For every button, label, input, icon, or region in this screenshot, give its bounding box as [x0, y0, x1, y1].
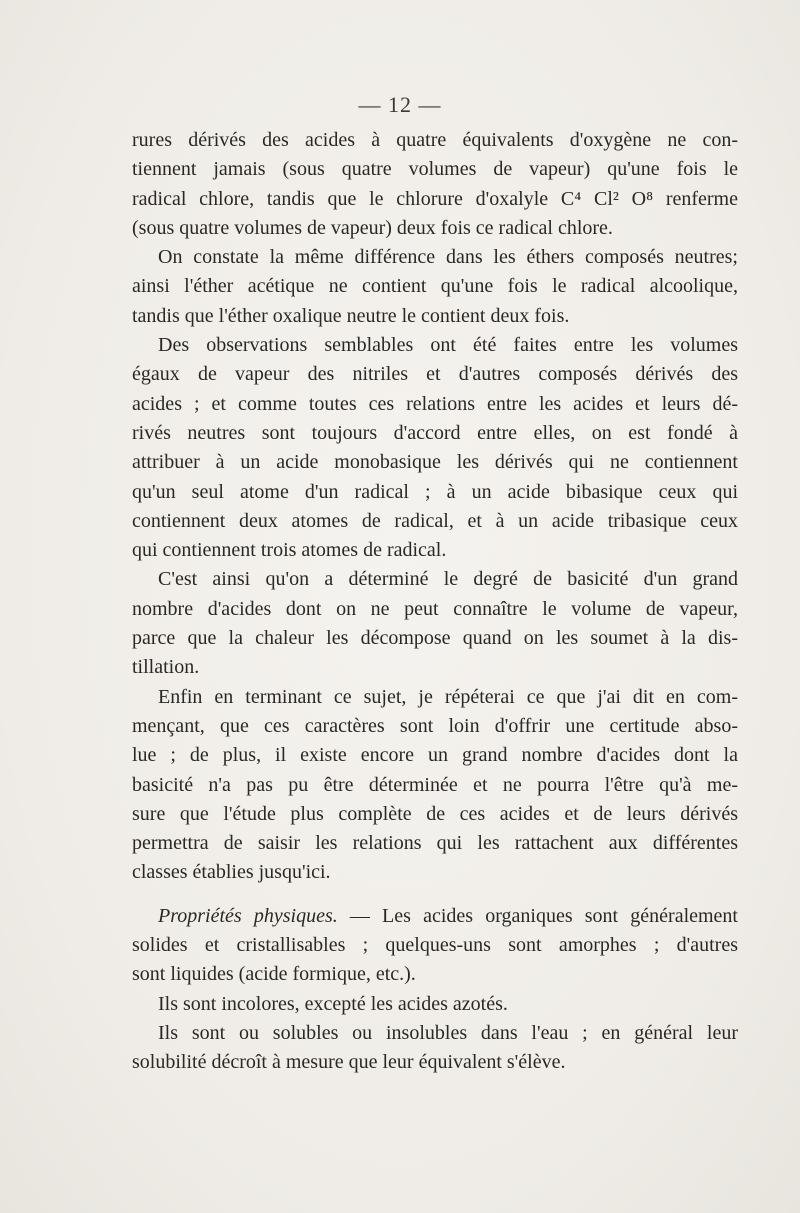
text-line: Ils sont incolores, excepté les acides azotés. — [158, 992, 508, 1015]
text-line: rures dérivés des acides à quatre équivalents d'oxygène ne con- — [132, 129, 738, 151]
text-line: qu'un seul atome d'un radical ; à un acide bibasique ceux qui — [132, 480, 738, 503]
text-line: C'est ainsi qu'on a déterminé le degré de basicité d'un grand — [158, 568, 738, 591]
text-line: nombre d'acides dont on ne peut connaître le volume de vapeur, — [132, 597, 738, 620]
text-line: classes établies jusqu'ici. — [132, 861, 331, 884]
paragraph-6 — [132, 902, 738, 990]
text-line: tiennent jamais (sous quatre volumes de vapeur) qu'une fois le — [132, 158, 738, 181]
paragraph-2 — [132, 243, 738, 331]
text-line — [132, 902, 738, 931]
text-line: sure que l'étude plus complète de ces acides et de leurs dérivés — [132, 802, 738, 825]
paragraph-7 — [132, 990, 738, 1019]
text-line: solubilité décroît à mesure que leur équivalent s'élève. — [132, 1051, 566, 1074]
text-line: basicité n'a pas pu être déterminée et ne pourra l'être qu'à me- — [132, 773, 738, 796]
body-text — [132, 126, 738, 1078]
text-line: radical chlore, tandis que le chlorure d'oxalyle C⁴ Cl² O⁸ renferme — [132, 187, 738, 210]
text-line: tillation. — [132, 656, 200, 679]
text-line: On constate la même différence dans les éthers composés neutres; — [158, 246, 738, 269]
text-line: rivés neutres sont toujours d'accord entre elles, on est fondé à — [132, 421, 738, 444]
section-gap — [132, 888, 738, 902]
text-line: Des observations semblables ont été faites entre les volumes — [158, 334, 738, 357]
text-line: (sous quatre volumes de vapeur) deux fois ce radical chlore. — [132, 216, 613, 239]
text-line: tandis que l'éther oxalique neutre le contient deux fois. — [132, 304, 570, 327]
text-line: contiennent deux atomes de radical, et à un acide tribasique ceux — [132, 509, 738, 532]
paragraph-4 — [132, 565, 738, 682]
text-line: Ils sont ou solubles ou insolubles dans l'eau ; en général leur — [158, 1021, 738, 1044]
paragraph-3 — [132, 331, 738, 565]
text-line: solides et cristallisables ; quelques-uns sont amorphes ; d'autres — [132, 934, 738, 957]
text-line: égaux de vapeur des nitriles et d'autres composés dérivés des — [132, 363, 738, 386]
text-line: acides ; et comme toutes ces relations entre les acides et leurs dé- — [132, 392, 738, 415]
text-run: — Les acides organiques sont généralement — [337, 904, 738, 927]
text-line: permettra de saisir les relations qui les rattachent aux différentes — [132, 832, 738, 855]
text-line: ainsi l'éther acétique ne contient qu'une fois le radical alcoolique, — [132, 275, 738, 298]
text-line: lue ; de plus, il existe encore un grand nombre d'acides dont la — [132, 744, 738, 767]
page-number: — 12 — — [358, 92, 442, 117]
text-line: attribuer à un acide monobasique les dérivés qui ne contiennent — [132, 451, 738, 474]
paragraph-8 — [132, 1019, 738, 1078]
text-line: qui contiennent trois atomes de radical. — [132, 539, 447, 562]
text-line: sont liquides (acide formique, etc.). — [132, 963, 416, 986]
paragraph-1 — [132, 126, 738, 243]
text-line: parce que la chaleur les décompose quand on les soumet à la dis- — [132, 627, 738, 650]
text-line: Enfin en terminant ce sujet, je répéterai ce que j'ai dit en com- — [158, 685, 738, 708]
text-line: mençant, que ces caractères sont loin d'offrir une certitude abso- — [132, 714, 738, 737]
section-heading: Propriétés physiques. — [158, 904, 338, 927]
paragraph-5 — [132, 683, 738, 888]
